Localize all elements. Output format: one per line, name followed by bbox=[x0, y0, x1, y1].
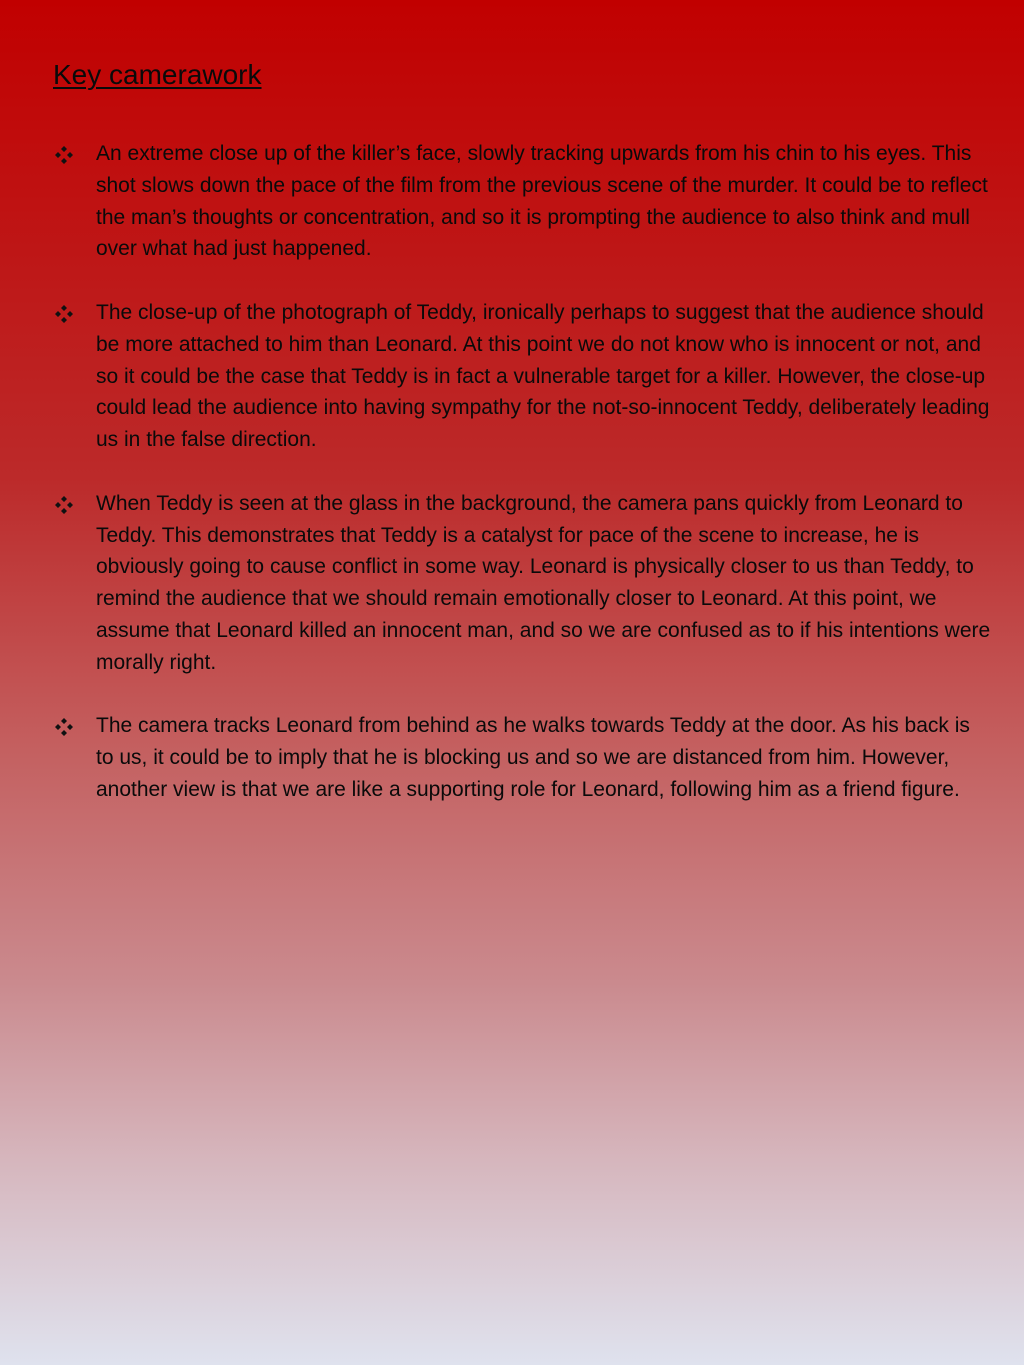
four-diamond-bullet-icon bbox=[54, 138, 76, 170]
bullet-text: The close-up of the photograph of Teddy, ironically perhaps to suggest that the audience should be more attached to him than Leonard. At this point we do not know who is innocent or not, and so it could be the case that Teddy is in fact a vulnerable target for a killer. However, the close-up could lead the audience into having sympathy for the not-so-innocent Teddy, deliberately leading us in the false direction. bbox=[96, 300, 990, 452]
bullet-text: An extreme close up of the killer’s face, slowly tracking upwards from his chin to his eyes. This shot slows down the pace of the film from the previous scene of the murder. It could be to reflect the man’s thoughts or concentration, and so it is prompting the audience to also think and mull over what had just happened. bbox=[96, 142, 988, 261]
bullet-text: The camera tracks Leonard from behind as he walks towards Teddy at the door. As his back is to us, it could be to imply that he is blocking us and so we are distanced from him. However, another view is that we are like a supporting role for Leonard, following him as a friend figure. bbox=[96, 714, 970, 801]
bullet-text: When Teddy is seen at the glass in the background, the camera pans quickly from Leonard to Teddy. This demonstrates that Teddy is a catalyst for pace of the scene to increase, he is obviously going to cause conflict in some way. Leonard is physically closer to us than Teddy, to remind the audience that we should remain emotionally closer to Leonard. At this point, we assume that Leonard killed an innocent man, and so we are confused as to if his intentions were morally right. bbox=[96, 491, 991, 674]
four-diamond-bullet-icon bbox=[54, 488, 76, 520]
bullet-item bbox=[53, 297, 993, 456]
bullet-list bbox=[53, 138, 993, 838]
bullet-item bbox=[53, 710, 993, 805]
four-diamond-bullet-icon bbox=[54, 297, 76, 329]
four-diamond-bullet-icon bbox=[54, 710, 76, 742]
bullet-item bbox=[53, 138, 993, 265]
slide-title: Key camerawork bbox=[53, 59, 262, 90]
bullet-item bbox=[53, 488, 993, 679]
